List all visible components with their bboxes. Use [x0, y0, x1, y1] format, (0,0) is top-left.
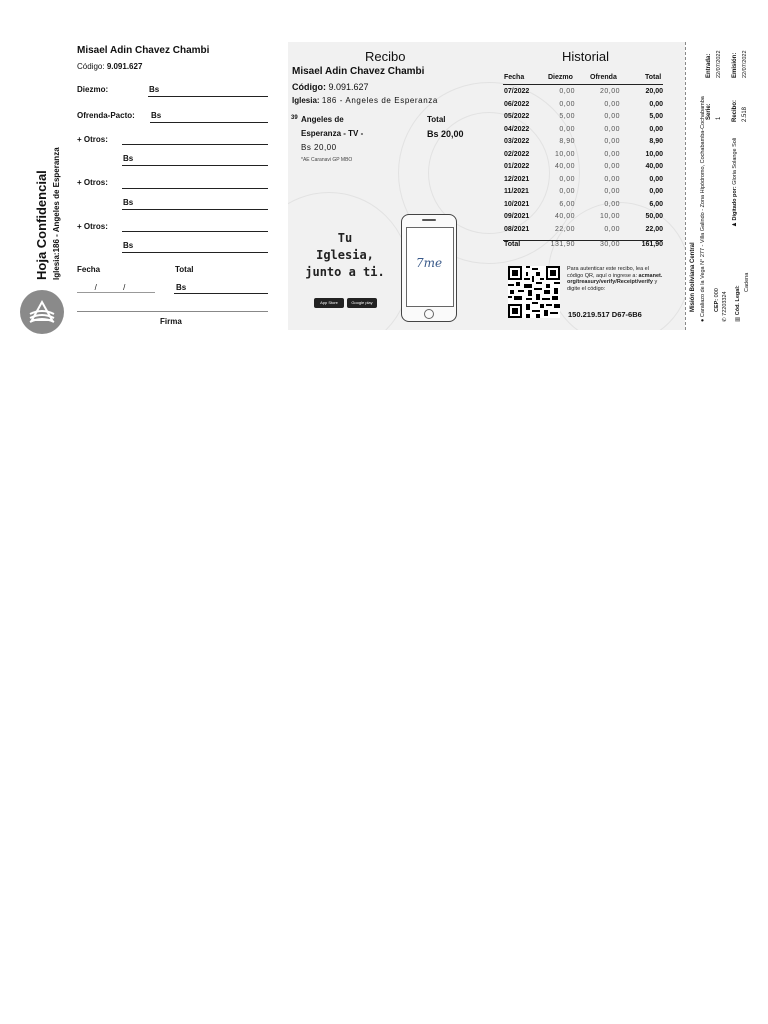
history-cell-fecha: 02/2022: [504, 150, 530, 158]
history-cell-total: 0,00: [649, 125, 663, 133]
history-cell-diezmo: 22,00: [554, 225, 575, 233]
history-cell-fecha: 03/2022: [504, 138, 530, 145]
history-cell-total: 0,00: [649, 100, 663, 108]
promo-line-3: junto a ti.: [305, 265, 385, 279]
history-header-fecha: Fecha: [504, 74, 525, 81]
side-phone-value: 72203324: [722, 291, 728, 316]
history-header-row: [503, 74, 663, 85]
diezmo-field[interactable]: [148, 96, 268, 97]
history-cell-ofrenda: 0,00: [604, 175, 620, 183]
otros-desc-field-2[interactable]: [122, 188, 268, 189]
history-cell-fecha: 07/2022: [504, 88, 530, 95]
history-cell-total: 8,90: [649, 138, 663, 145]
history-title: Historial: [562, 49, 609, 64]
receipt-code-label: Código:: [292, 82, 326, 92]
location-icon: ●: [700, 318, 706, 322]
history-cell-fecha: 06/2022: [504, 100, 530, 108]
side-serie-label: Serie:: [706, 103, 712, 120]
history-cell-ofrenda: 0,00: [604, 100, 620, 108]
app-logo: 7me: [416, 256, 443, 270]
history-total-cell: 30,00: [599, 241, 620, 248]
history-cell-fecha: 12/2021: [504, 175, 530, 183]
ofrenda-currency: Bs: [151, 111, 162, 120]
otros-amount-field-1[interactable]: [122, 165, 268, 166]
receipt-total-value: Bs 20,00: [427, 129, 464, 139]
history-row: [503, 113, 663, 125]
otros-label-3: + Otros:: [77, 222, 108, 231]
history-cell-fecha: 04/2022: [504, 125, 530, 133]
history-cell-fecha: 11/2021: [504, 188, 529, 195]
history-cell-ofrenda: 0,00: [604, 188, 620, 195]
side-legal-value: Cadena: [744, 272, 750, 292]
appstore-badge[interactable]: [314, 298, 344, 308]
side-digitado: [732, 138, 738, 227]
appstore-label: App Store: [320, 300, 338, 305]
side-digitado-value: Gloria Solange Soli: [732, 137, 738, 185]
side-cep: [714, 288, 720, 312]
history-cell-fecha: 08/2021: [504, 225, 530, 233]
history-cell-ofrenda: 0,00: [604, 225, 620, 233]
ofrenda-field[interactable]: [150, 122, 268, 123]
history-total-cell: 131,90: [550, 241, 575, 248]
history-cell-diezmo: 0,00: [559, 188, 575, 195]
side-address-text: Caraliazo de la Vega N° 277 - Villa Galindo - Zona Hipódromo, Cochabamba-Cochabamba: [700, 96, 706, 318]
history-cell-total: 20,00: [645, 88, 663, 95]
history-header-diezmo: Diezmo: [548, 74, 573, 81]
history-row: [503, 213, 663, 225]
church-logo-icon: [20, 290, 64, 334]
history-cell-total: 0,00: [649, 175, 663, 183]
history-row: [503, 151, 663, 163]
stub-vertical-title: Hoja Confidencial: [34, 170, 49, 280]
history-cell-total: 10,00: [645, 150, 663, 158]
history-total-row: [503, 240, 663, 254]
ofrenda-label: Ofrenda-Pacto:: [77, 111, 135, 120]
history-cell-ofrenda: 0,00: [604, 138, 620, 145]
receipt-church-label: Iglesia:: [292, 96, 320, 105]
side-recibo-value: 2.518: [742, 106, 748, 122]
history-cell-diezmo: 5,00: [559, 113, 575, 120]
receipt-code: [292, 82, 369, 92]
history-cell-diezmo: 6,00: [559, 200, 575, 208]
side-emision-label: Emisión:: [732, 52, 738, 78]
receipt-name: Misael Adin Chavez Chambi: [292, 66, 425, 77]
history-cell-total: 50,00: [645, 213, 663, 220]
history-cell-ofrenda: 0,00: [604, 200, 620, 208]
user-icon: ♟: [732, 222, 738, 227]
receipt-item-num: 39: [291, 115, 298, 121]
otros-label-2: + Otros:: [77, 178, 108, 187]
otros-label-1: + Otros:: [77, 135, 108, 144]
promo-line-1: Tu: [337, 231, 353, 245]
history-row: [503, 88, 663, 100]
qr-instructions: [567, 266, 663, 292]
otros-desc-field-3[interactable]: [122, 231, 268, 232]
history-cell-fecha: 01/2022: [504, 163, 530, 170]
total-field[interactable]: [174, 293, 268, 294]
date-field[interactable]: / /: [77, 283, 155, 293]
side-entrada-label: Entrada:: [706, 53, 712, 78]
history-cell-diezmo: 8,90: [559, 138, 575, 145]
side-recibo-label: Recibo:: [732, 99, 738, 122]
stub-vertical-church: Iglesia:186 - Angeles de Esperanza: [52, 147, 61, 280]
side-legal-label: Cód. Legal:: [735, 285, 741, 316]
receipt-total-label: Total: [427, 115, 446, 124]
history-cell-total: 6,00: [649, 200, 663, 208]
qr-text-2: y digite el código:: [567, 279, 658, 292]
history-cell-diezmo: 0,00: [559, 88, 575, 95]
receipt-item-line2: Esperanza - TV -: [301, 129, 364, 138]
stub-code: [77, 62, 142, 71]
otros-currency-1: Bs: [123, 154, 134, 163]
history-cell-ofrenda: 0,00: [604, 125, 620, 133]
history-row: [503, 101, 663, 113]
history-row: [503, 163, 663, 175]
history-cell-total: 40,00: [645, 163, 663, 170]
stub-code-value: 9.091.627: [106, 62, 143, 71]
total-currency: Bs: [176, 283, 187, 292]
signature-line[interactable]: [77, 311, 268, 312]
side-serie-value: 1: [716, 116, 722, 120]
history-row: [503, 226, 663, 238]
otros-currency-3: Bs: [123, 241, 134, 250]
side-legal: [735, 285, 741, 322]
otros-amount-field-3[interactable]: [122, 252, 268, 253]
promo-text: [304, 230, 386, 281]
promo-line-2: Iglesia,: [316, 248, 374, 262]
firma-label: Firma: [160, 317, 182, 326]
qr-code-icon[interactable]: [508, 266, 560, 318]
otros-desc-field-1[interactable]: [122, 144, 268, 145]
history-cell-ofrenda: 10,00: [599, 213, 620, 220]
otros-amount-field-2[interactable]: [122, 209, 268, 210]
history-row: [503, 201, 663, 213]
history-cell-diezmo: 0,00: [559, 100, 575, 108]
qr-text-1: Para autenticar este recibo, lea el código QR, aquí o ingrese a:: [567, 266, 649, 279]
history-row: [503, 138, 663, 150]
history-cell-fecha: 09/2021: [504, 213, 530, 220]
total-label: Total: [175, 265, 194, 274]
history-cell-total: 22,00: [645, 225, 663, 233]
history-cell-total: 5,00: [649, 113, 663, 120]
history-cell-ofrenda: 0,00: [604, 113, 620, 120]
side-emision-value: 22/07/2022: [742, 50, 748, 78]
history-cell-ofrenda: 20,00: [599, 88, 620, 95]
side-phone: [722, 291, 728, 322]
fecha-label: Fecha: [77, 265, 101, 274]
history-cell-total: 0,00: [649, 188, 663, 195]
history-cell-diezmo: 0,00: [559, 125, 575, 133]
history-cell-diezmo: 10,00: [554, 150, 575, 158]
history-cell-fecha: 05/2022: [504, 113, 530, 120]
phone-screen: [406, 227, 454, 307]
googleplay-label: Google play: [351, 300, 373, 305]
side-digitado-label: Digitado por:: [732, 186, 738, 221]
receipt-small-note: *AE Caranavi GP MBO: [301, 157, 353, 163]
stub-name: Misael Adin Chavez Chambi: [77, 45, 210, 56]
receipt-church: [292, 96, 438, 105]
diezmo-label: Diezmo:: [77, 85, 109, 94]
history-cell-ofrenda: 0,00: [604, 163, 620, 170]
stub-code-label: Código:: [77, 62, 105, 71]
phone-mockup-icon: [401, 214, 457, 322]
history-cell-diezmo: 40,00: [554, 213, 575, 220]
side-info-panel: [686, 42, 756, 330]
googleplay-badge[interactable]: [347, 298, 377, 308]
history-header-ofrenda: Ofrenda: [590, 74, 617, 81]
history-cell-diezmo: 0,00: [559, 175, 575, 183]
phone-icon: ✆: [722, 317, 728, 322]
building-icon: ▥: [735, 316, 741, 322]
otros-currency-2: Bs: [123, 198, 134, 207]
history-row: [503, 126, 663, 138]
history-row: [503, 176, 663, 188]
side-mission: Misión Boliviana Central: [690, 242, 696, 312]
history-cell-diezmo: 40,00: [554, 163, 575, 170]
receipt-title: Recibo: [365, 49, 406, 64]
history-header-total: Total: [645, 74, 662, 81]
side-cep-value: 000: [714, 288, 720, 298]
diezmo-currency: Bs: [149, 85, 160, 94]
side-entrada-value: 22/07/2022: [716, 50, 722, 78]
qr-url-link[interactable]: acmanet.org/treasury/verify/Receipt/verify: [567, 272, 663, 285]
history-total-cell: Total: [504, 241, 521, 248]
confidential-stub: [0, 40, 285, 332]
history-cell-ofrenda: 0,00: [604, 150, 620, 158]
history-total-cell: 161,90: [641, 241, 663, 248]
side-cep-label: CEP:: [714, 298, 720, 312]
receipt-item-amount: Bs 20,00: [301, 143, 337, 152]
receipt-church-value: 186 - Angeles de Esperanza: [321, 96, 438, 105]
history-row: [503, 188, 663, 200]
verify-code: 150.219.517 D67-6B6: [568, 310, 642, 319]
receipt-code-value: 9.091.627: [328, 82, 369, 92]
receipt-item-line1: Angeles de: [301, 115, 344, 124]
history-cell-fecha: 10/2021: [504, 200, 530, 208]
